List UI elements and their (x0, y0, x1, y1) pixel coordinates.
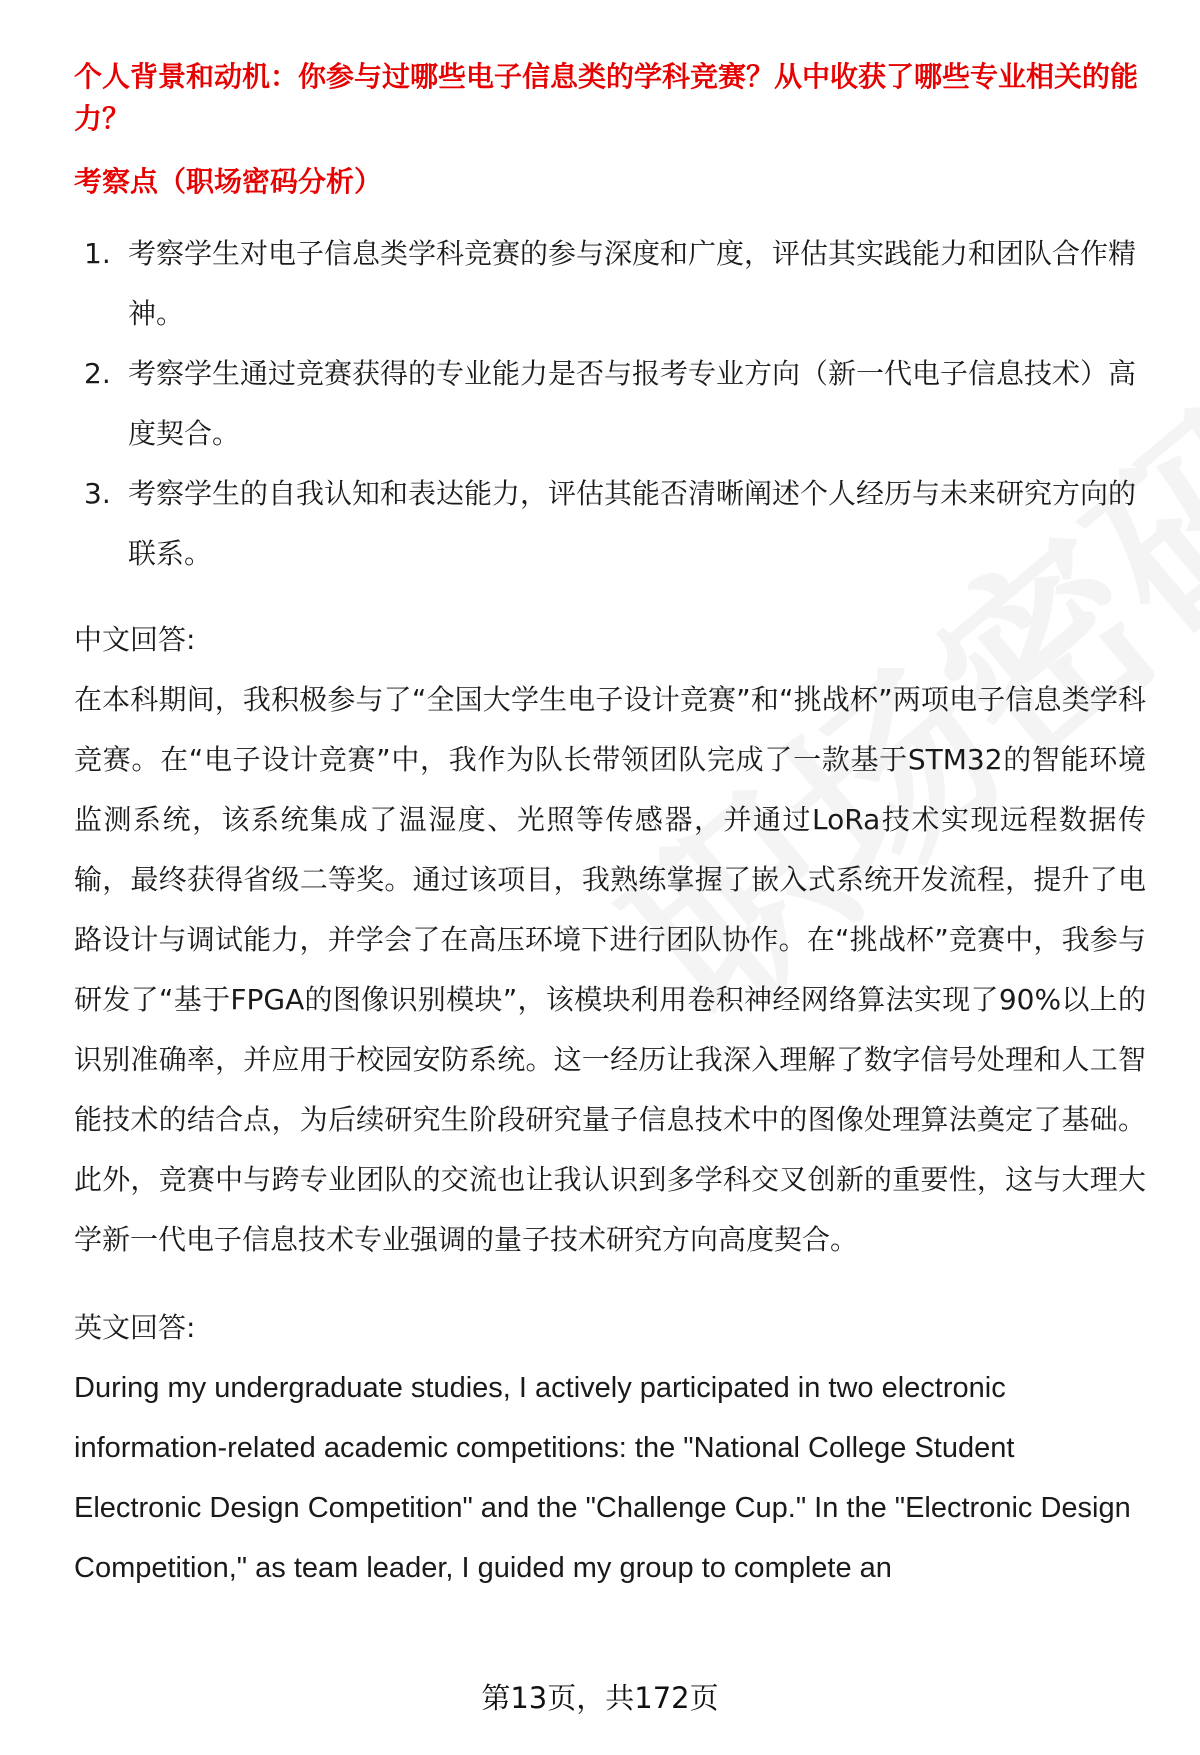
assessment-list (74, 224, 1146, 584)
list-item (74, 344, 1146, 464)
list-item-number: 1. (84, 237, 111, 270)
list-item-text: 考察学生的自我认知和表达能力，评估其能否清晰阐述个人经历与未来研究方向的联系。 (128, 477, 1137, 570)
chinese-answer-label: 中文回答: (74, 623, 196, 656)
list-item-number: 3. (84, 477, 111, 510)
assessment-heading: 考察点（职场密码分析） (74, 165, 383, 198)
list-item (74, 224, 1146, 344)
list-item-text: 考察学生通过竞赛获得的专业能力是否与报考专业方向（新一代电子信息技术）高度契合。 (128, 357, 1137, 450)
english-answer-label: 英文回答: (74, 1311, 196, 1344)
chinese-answer-text: 在本科期间，我积极参与了“全国大学生电子设计竞赛”和“挑战杯”两项电子信息类学科竞赛。在“电子设计竞赛”中，我作为队长带领团队完成了一款基于STM32的智能环境监测系统，该系统集成了温湿度、光照等传感器，并通过LoRa技术实现远程数据传输，最终获得省级二等奖。通过该项目，我熟练掌握了嵌入式系统开发流程，提升了电路设计与调试能力，并学会了在高压环境下进行团队协作。在“挑战杯”竞赛中，我参与研发了“基于FPGA的图像识别模块”，该模块利用卷积神经网络算法实现了90%以上的识别准确率，并应用于校园安防系统。这一经历让我深入理解了数字信号处理和人工智能技术的结合点，为后续研究生阶段研究量子信息技术中的图像处理算法奠定了基础。此外，竞赛中与跨专业团队的交流也让我认识到多学科交叉创新的重要性，这与大理大学新一代电子信息技术专业强调的量子技术研究方向高度契合。 (74, 683, 1146, 1256)
question-heading: 个人背景和动机：你参与过哪些电子信息类的学科竞赛？从中收获了哪些专业相关的能力？ (74, 60, 1139, 135)
page-footer: 第13页，共172页 (481, 1681, 719, 1715)
document-page (74, 56, 1146, 1598)
list-item-number: 2. (84, 357, 111, 390)
list-item (74, 464, 1146, 584)
list-item-text: 考察学生对电子信息类学科竞赛的参与深度和广度，评估其实践能力和团队合作精神。 (128, 237, 1137, 330)
english-answer-text: During my undergraduate studies, I actively participated in two electronic information-related academic competitions: the "National College Student Electronic Design Competition" and the "Challenge Cup." In the "Electronic Design Competition," as team leader, I guided my group to complete an (74, 1372, 1131, 1584)
